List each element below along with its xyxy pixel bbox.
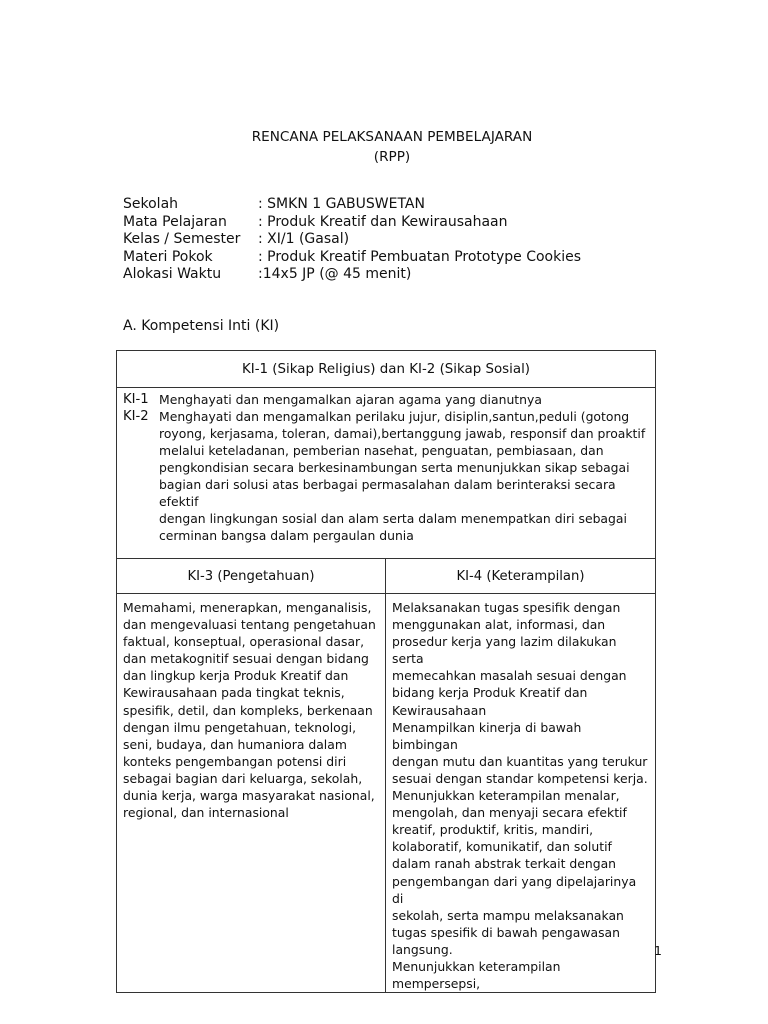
ki3-line: dunia kerja, warga masyarakat nasional, (123, 788, 375, 804)
ki3-line: spesifik, detil, dan kompleks, berkenaan (123, 702, 373, 718)
ki1-text (159, 391, 649, 408)
info-label: Alokasi Waktu (123, 266, 222, 282)
identity-block (123, 196, 581, 284)
ki2-text (159, 408, 649, 544)
title-line-1: RENCANA PELAKSANAAN PEMBELAJARAN (251, 129, 533, 145)
ki1-ki2-header: KI-1 (Sikap Religius) dan KI-2 (Sikap Sosial) (117, 351, 656, 388)
ki4-header: KI-4 (Keterampilan) (386, 559, 656, 594)
ki2-line: Menghayati dan mengamalkan perilaku jujur, disiplin,santun,peduli (gotong (159, 409, 630, 424)
section-title: A. Kompetensi Inti (KI) (123, 318, 280, 334)
ki4-line: memecahkan masalah sesuai dengan (392, 668, 627, 684)
ki4-line: menggunakan alat, informasi, dan (392, 617, 606, 633)
ki1-line: Menghayati dan mengamalkan ajaran agama yang dianutnya (159, 392, 542, 407)
ki1-code: KI-1 (123, 392, 149, 407)
ki2-item (123, 408, 649, 544)
ki2-line: bagian dari solusi atas berbagai permasalahan dalam berinteraksi secara efektif (159, 477, 616, 509)
ki3-content (117, 594, 386, 993)
info-row-time (123, 266, 581, 284)
ki4-line: Menunjukkan keterampilan menalar, (392, 788, 620, 804)
ki4-line: Melaksanakan tugas spesifik dengan (392, 600, 621, 615)
ki4-line: sekolah, serta mampu melaksanakan (392, 907, 624, 923)
ki3-line: seni, budaya, dan humaniora dalam (123, 736, 347, 752)
core-competency-table (116, 350, 656, 993)
ki4-line: Kewirausahaan (392, 702, 487, 718)
info-label: Kelas / Semester (123, 231, 241, 247)
ki2-line: cerminan bangsa dalam pergaulan dunia (159, 528, 414, 543)
ki1-ki2-content (117, 388, 656, 559)
ki2-line: melalui keteladanan, pemberian nasehat, penguatan, pembiasaan, dan (159, 443, 604, 458)
ki4-line: dalam ranah abstrak terkait dengan (392, 856, 617, 872)
ki2-code: KI-2 (123, 409, 149, 424)
info-row-school (123, 196, 581, 214)
ki4-line: langsung. (392, 941, 453, 957)
ki1-item (123, 391, 649, 408)
ki4-line: Menampilkan kinerja di bawah bimbingan (392, 719, 582, 752)
ki4-line: tugas spesifik di bawah pengawasan (392, 924, 620, 940)
ki4-line: Menunjukkan keterampilan mempersepsi, (392, 958, 561, 992)
info-value: : Produk Kreatif Pembuatan Prototype Cookies (258, 248, 581, 265)
ki4-line: pengembangan dari yang dipelajarinya di (392, 873, 637, 906)
ki3-line: regional, dan internasional (123, 805, 289, 821)
ki4-line: bidang kerja Produk Kreatif dan (392, 685, 588, 701)
ki3-line: dan lingkup kerja Produk Kreatif dan (123, 668, 349, 684)
ki4-line: sesuai dengan standar kompetensi kerja. (392, 770, 648, 786)
ki4-line: kreatif, produktif, kritis, mandiri, (392, 822, 594, 838)
ki3-line: konteks pengembangan potensi diri (123, 753, 347, 769)
info-label: Sekolah (123, 196, 179, 212)
info-row-class (123, 231, 581, 249)
info-value: :14x5 JP (@ 45 menit) (258, 266, 412, 282)
document-title (0, 127, 768, 167)
info-row-topic (123, 249, 581, 267)
ki2-line: pengkondisian secara berkesinambungan serta menunjukkan sikap sebagai (159, 460, 630, 475)
info-value: : Produk Kreatif dan Kewirausahaan (258, 213, 508, 230)
info-row-subject (123, 214, 581, 232)
ki3-line: dan metakognitif sesuai dengan bidang (123, 651, 369, 667)
info-value: : XI/1 (Gasal) (258, 231, 350, 247)
ki3-line: Memahami, menerapkan, menganalisis, (123, 600, 372, 615)
ki4-line: prosedur kerja yang lazim dilakukan serta (392, 634, 617, 667)
title-line-2: (RPP) (373, 149, 411, 165)
ki4-line: kolaboratif, komunikatif, dan solutif (392, 839, 612, 855)
info-label: Materi Pokok (123, 248, 213, 265)
ki4-line: mengolah, dan menyaji secara efektif (392, 805, 627, 821)
ki3-line: faktual, konseptual, operasional dasar, (123, 634, 365, 650)
ki4-content (386, 594, 656, 993)
page-number: 1 (654, 943, 662, 958)
ki3-line: Kewirausahaan pada tingkat teknis, (123, 685, 345, 701)
ki3-line: sebagai bagian dari keluarga, sekolah, (123, 770, 363, 786)
ki4-line: dengan mutu dan kuantitas yang terukur (392, 753, 648, 769)
ki3-header: KI-3 (Pengetahuan) (117, 559, 386, 594)
info-label: Mata Pelajaran (123, 213, 227, 230)
ki2-line: dengan lingkungan sosial dan alam serta dalam menempatkan diri sebagai (159, 511, 627, 526)
info-value: : SMKN 1 GABUSWETAN (258, 196, 425, 212)
ki3-line: dan mengevaluasi tentang pengetahuan (123, 617, 376, 633)
ki3-line: dengan ilmu pengetahuan, teknologi, (123, 719, 357, 735)
ki2-line: royong, kerjasama, toleran, damai),bertanggung jawab, responsif dan proaktif (159, 426, 646, 441)
